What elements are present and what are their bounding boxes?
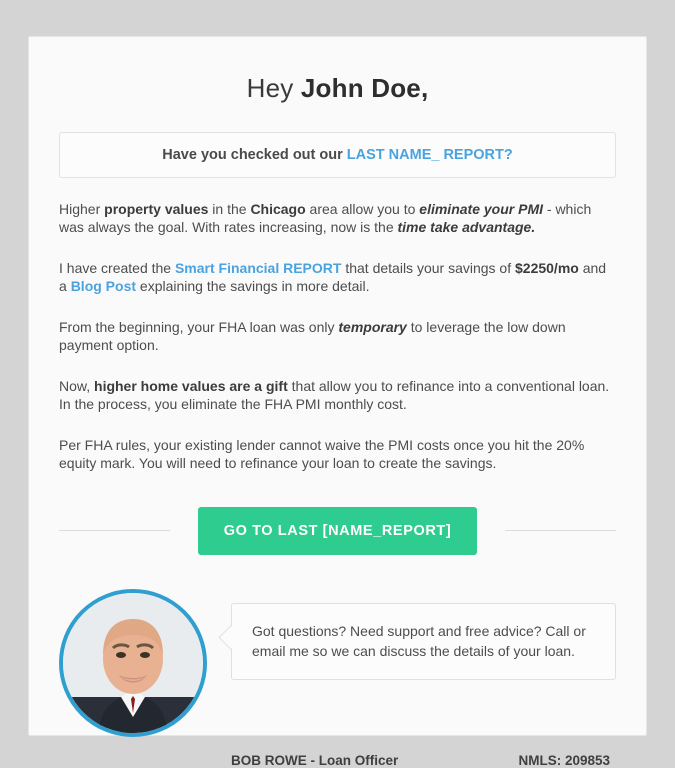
report-callout-text: Have you checked out our: [162, 147, 347, 163]
p3-text-a: From the beginning, your FHA loan was only: [59, 318, 339, 335]
p1-text-c: in the: [208, 201, 251, 217]
paragraph-home-values-gift: [59, 377, 616, 414]
divider-right: [505, 530, 616, 531]
p4-bold-gift: higher home values are a gift: [94, 377, 288, 394]
p1-text-g: - which was always the goal. With rates increasing, now is the: [59, 201, 592, 236]
last-name-report-link[interactable]: LAST NAME_ REPORT?: [346, 147, 513, 163]
p1-text-e: area allow you to: [305, 201, 420, 217]
p1-bold-city: Chicago: [250, 201, 306, 217]
p2-text-c: and a: [59, 259, 607, 295]
p4-text-c: that allow you to refinance into a conventional loan. In the process, you eliminate the FHA PMI monthly cost.: [59, 377, 610, 413]
agent-message-bubble: Got questions? Need support and free advice? Call or email me so we can discuss the details of your loan.: [231, 603, 616, 681]
main-cta-row: [59, 507, 616, 555]
p1-bold-property-values: property values: [104, 201, 209, 217]
smart-financial-report-link[interactable]: Smart Financial REPORT: [174, 259, 342, 276]
agent-photo-icon: [63, 593, 203, 733]
agent-nmls: NMLS: 209853: [518, 752, 610, 768]
avatar-wrapper: [59, 589, 207, 737]
p1-emphasis-time: time take advantage.: [397, 219, 536, 236]
email-body: [29, 73, 646, 768]
paragraph-fha-rules: Per FHA rules, your existing lender cannot waive the PMI costs once you hit the 20% equity mark. You will need to refinance your loan to create the savings.: [59, 436, 585, 472]
paragraph-fha-temporary: [59, 318, 616, 355]
page-title: [59, 73, 616, 104]
p2-text-b: that details your savings of: [341, 259, 515, 276]
agent-message-bubble-wrap: [231, 603, 616, 681]
p2-savings-amount: $2250/mo: [515, 259, 579, 276]
recipient-name: John Doe,: [300, 73, 429, 103]
avatar: [59, 589, 207, 737]
blog-post-link[interactable]: Blog Post: [70, 278, 137, 295]
paragraph-smart-financial-report: [59, 259, 616, 296]
agent-section: [59, 589, 616, 737]
agent-name-title: BOB ROWE - Loan Officer: [231, 752, 399, 768]
paragraph-property-values: [59, 200, 616, 237]
greeting-prefix: Hey: [246, 73, 301, 103]
p4-text-a: Now,: [59, 377, 95, 394]
divider-left: [59, 530, 170, 531]
email-card: [28, 36, 647, 768]
p2-text-a: I have created the: [59, 259, 175, 276]
p2-text-d: explaining the savings in more detail.: [136, 278, 370, 295]
report-callout-box: [59, 132, 616, 178]
go-to-report-button[interactable]: GO TO LAST [NAME_REPORT]: [198, 507, 478, 555]
p3-text-c: to leverage the low down payment option.: [59, 318, 566, 354]
p1-text-a: Higher: [59, 201, 105, 217]
agent-footer: [59, 753, 616, 768]
p1-emphasis-pmi: eliminate your PMI: [419, 201, 543, 217]
p3-emphasis-temporary: temporary: [338, 318, 407, 335]
